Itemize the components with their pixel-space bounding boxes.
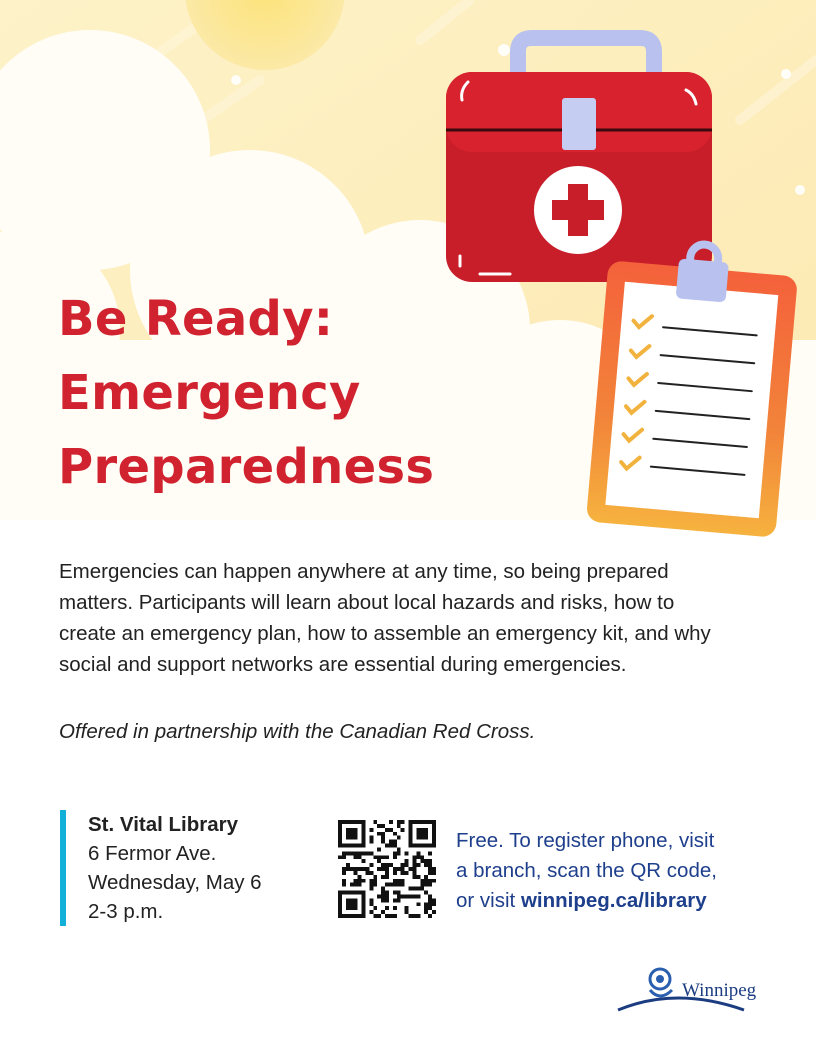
title-line-2: Emergency [58, 365, 361, 421]
page-title [58, 282, 434, 504]
registration-line-3-prefix: or visit [456, 889, 521, 912]
registration-line-2: a branch, scan the QR code, [456, 859, 717, 882]
registration-line-1: Free. To register phone, visit [456, 829, 715, 852]
registration-line-3 [456, 886, 796, 916]
event-time: 2-3 p.m. [88, 900, 164, 923]
event-location-block [60, 810, 262, 926]
location-address: 6 Fermor Ave. [88, 842, 217, 865]
registration-info [456, 826, 796, 916]
library-website-link[interactable]: winnipeg.ca/library [520, 889, 707, 912]
clipboard-checklist-icon [585, 238, 800, 538]
title-line-1: Be Ready: [58, 291, 334, 347]
event-date: Wednesday, May 6 [88, 871, 262, 894]
winnipeg-logo-text: Winnipeg [682, 980, 757, 1001]
location-name: St. Vital Library [88, 813, 239, 836]
title-line-3: Preparedness [58, 439, 435, 495]
qr-code[interactable] [338, 820, 436, 918]
partnership-note: Offered in partnership with the Canadian Red Cross. [59, 720, 536, 743]
event-description: Emergencies can happen anywhere at any time, so being prepared matters. Participants will learn about local hazards and risks, how to create an emergency plan, how to assemble an emergency kit, and why social and support networks are essential during emergencies. [59, 560, 711, 676]
